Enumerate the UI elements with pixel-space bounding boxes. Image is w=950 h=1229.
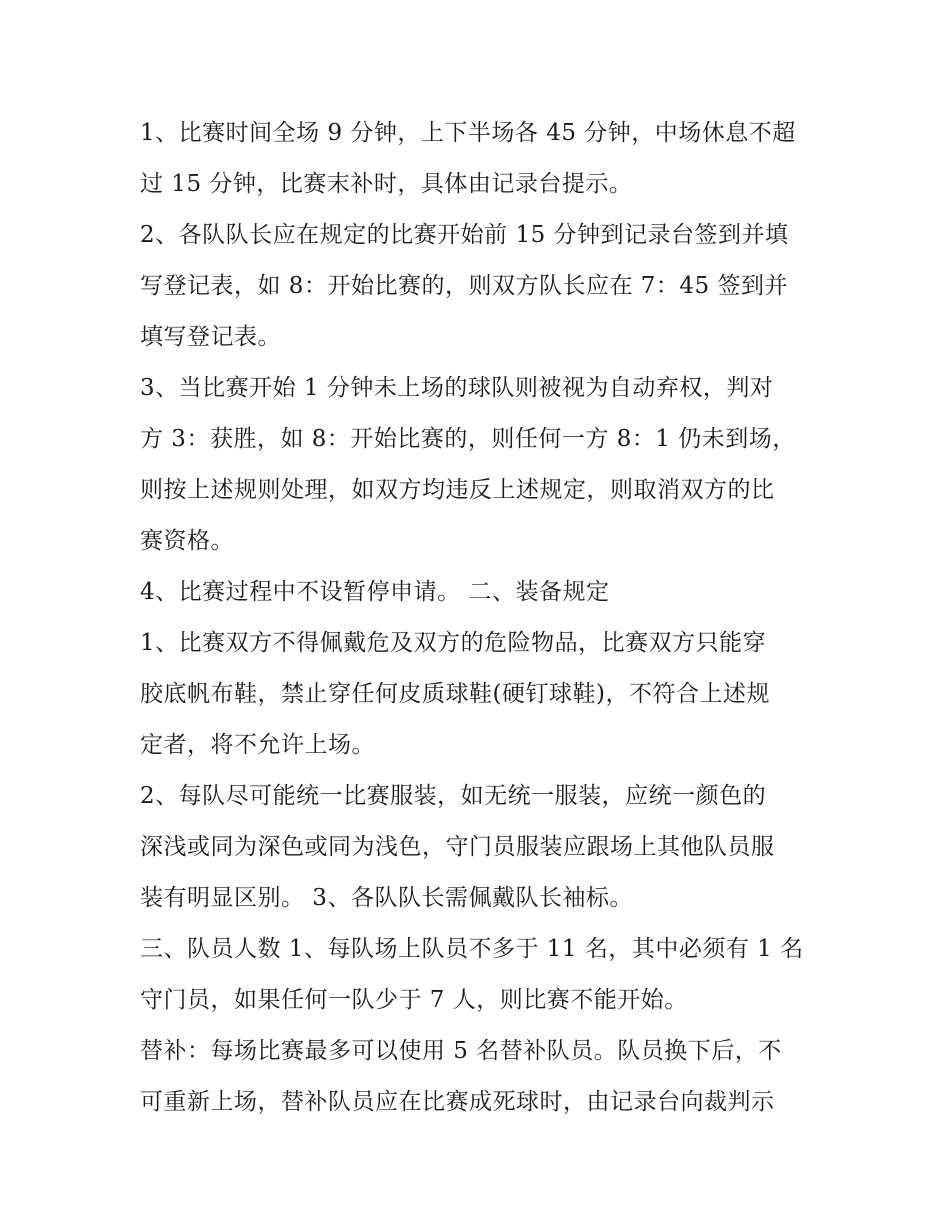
text-line: 胶底帆布鞋，禁止穿任何皮质球鞋(硬钉球鞋)，不符合上述规	[140, 681, 770, 707]
text-line: 过 15 分钟，比赛末补时，具体由记录台提示。	[140, 171, 633, 197]
text-line: 三、队员人数 1、每队场上队员不多于 11 名，其中必须有 1 名	[140, 936, 804, 962]
text-line: 守门员，如果任何一队少于 7 人，则比赛不能开始。	[140, 987, 688, 1013]
text-line: 定者，将不允许上场。	[140, 732, 375, 758]
text-line: 写登记表，如 8：开始比赛的，则双方队长应在 7：45 签到并	[140, 273, 788, 299]
text-line: 可重新上场，替补队员应在比赛成死球时，由记录台向裁判示	[140, 1089, 775, 1115]
text-line: 2、每队尽可能统一比赛服装，如无统一服装，应统一颜色的	[140, 783, 767, 809]
text-line: 填写登记表。	[140, 324, 281, 350]
text-line: 则按上述规则处理，如双方均违反上述规定，则取消双方的比	[140, 477, 775, 503]
text-line: 替补：每场比赛最多可以使用 5 名替补队员。队员换下后，不	[140, 1038, 782, 1064]
text-line: 1、比赛时间全场 9 分钟，上下半场各 45 分钟，中场休息不超	[140, 120, 796, 146]
text-line: 深浅或同为深色或同为浅色，守门员服装应跟场上其他队员服	[140, 834, 775, 860]
text-line: 赛资格。	[140, 528, 234, 554]
text-line: 1、比赛双方不得佩戴危及双方的危险物品，比赛双方只能穿	[140, 630, 767, 656]
text-line: 4、比赛过程中不设暂停申请。 二、装备规定	[140, 579, 610, 605]
text-line: 装有明显区别。 3、各队队长需佩戴队长袖标。	[140, 885, 633, 911]
text-line: 2、各队队长应在规定的比赛开始前 15 分钟到记录台签到并填	[140, 222, 789, 248]
text-line: 方 3：获胜，如 8：开始比赛的，则任何一方 8：1 仍未到场，	[140, 426, 796, 452]
document-body	[140, 108, 820, 1128]
text-line: 3、当比赛开始 1 分钟未上场的球队则被视为自动弃权，判对	[140, 375, 774, 401]
